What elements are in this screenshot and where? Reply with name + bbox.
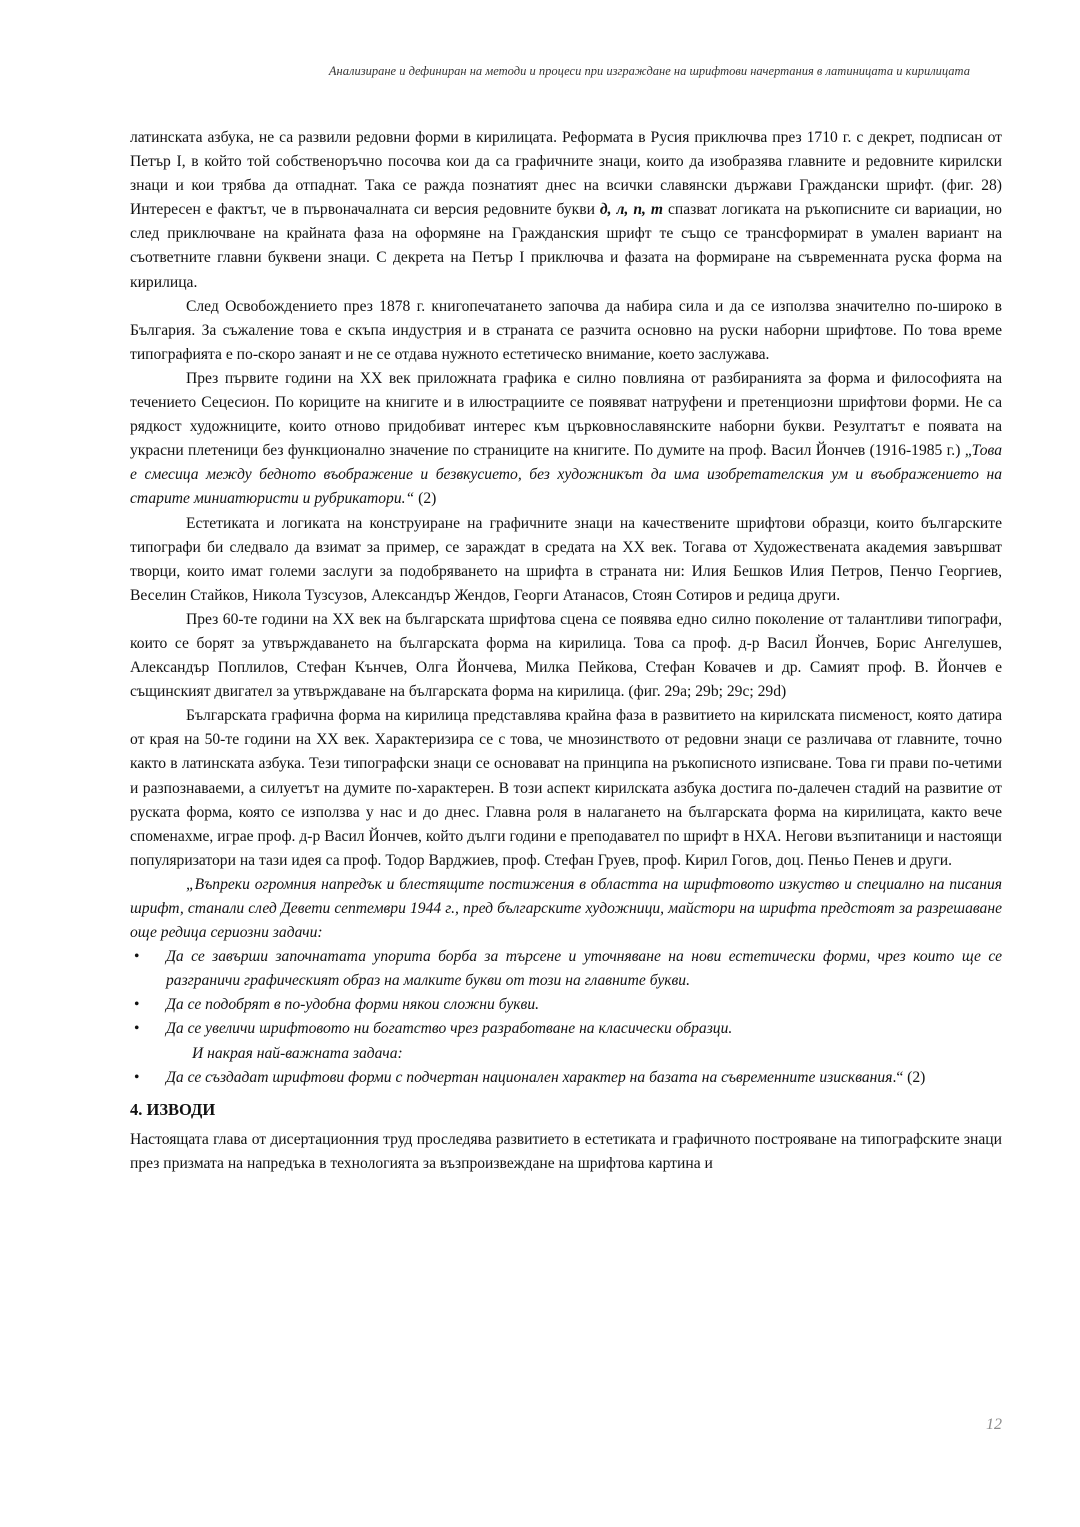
cyrillic-letters: д, л, п, т (599, 201, 664, 219)
running-header: Анализиране и дефиниран на методи и процеси при изграждане на шрифтови начертания в латиницата и кирилицата (328, 64, 970, 78)
paragraph-2: След Освобождението през 1878 г. книгопечатането започва да набира сила и да се използва значително по-широко в България. За съжаление това е скъпа индустрия и в страната се разчита основно на руски наборни шрифтове. По това време типографията е по-скоро занаят и не се отдава нужното естетическо внимание, което заслужава. (130, 297, 1002, 363)
paragraph-1-text-b: спазват логиката на ръкописните си вариации, но след приключване на крайната фаза на оформяне на Гражданския шрифт те също се трансформират в умален вариант на съответните главни буквени знаци. С декрета на Петър I приключва и фазата на формиране на съвременната руска форма на кирилица. (130, 201, 1002, 291)
body-text (130, 126, 1002, 1176)
paragraph-4: Естетиката и логиката на конструиране на графичните знаци на качествените шрифтови образци, които българските типографи би следвало да взимат за пример, се зараждат в средата на XX век. Тогава от Художествената академия завършват творци, които имат големи заслуги за подобряването на шрифта в страната ни: Илия Бешков Илия Петров, Пенчо Георгиев, Веселин Стайков, Никола Тузсузов, Александър Жендов, Георги Атанасов, Стоян Сотиров и редица други. (130, 514, 1002, 604)
list-item: • Да се увеличи шрифтовото ни богатство чрез разработване на класически образци. (130, 1017, 1002, 1041)
paragraph-3-text-a: През първите години на XX век приложната графика е силно повлияна от разбиранията за форма и философията на течението Сецесион. По кориците на книгите и в илюстрациите се появяват натруфени и претенциозни шрифтови форми. Не са рядкост художниците, които отново придобиват интерес към църковнославянските наборни букви. Резултатът е появата на украсни плетеници без функционално значение по страниците на книгите. По думите на проф. Васил Йончев (1916-1985 г.) (130, 369, 1002, 460)
list-interlude: И накрая най-важната задача: (192, 1044, 403, 1062)
list-item: • Да се завърши започнатата упорита борба за търсене и уточняване на нови естетически форми, чрез които ще се разграничи графическият образ на малките букви от този на главните букви. (130, 945, 1002, 993)
paragraph-6: Българската графична форма на кирилица представлява крайна фаза в развитието на кирилската писменост, която датира от края на 50-те години на XX век. Характеризира се с това, че мнозинството от редовни знаци се различава от главните, точно както в латинската азбука. Тези типографски знаци се основават на принципа на ръкописното изписване. Това ги прави по-четими и разпознаваеми, а силуетът на думите по-характерен. В този аспект кирилската азбука достига по-далечен стадий на развитие от руската форма, която се използва у нас и до днес. Главна роля в налагането на българската форма на кирилицата, както вече споменахме, играе проф. д-р Васил Йончев, който дълги години е преподавател по шрифт в НХА. Негови възпитаници и настоящи популяризатори на тази идея са проф. Тодор Варджиев, проф. Стефан Груев, проф. Кирил Гогов, доц. Пеньо Пенев и други. (130, 707, 1002, 869)
list-item-text: Да се създадат шрифтови форми с подчертан национален характер на базата на съвременните изисквания (166, 1068, 893, 1086)
section-title: 4. ИЗВОДИ (130, 1099, 216, 1119)
citation-marker: .“ (2) (892, 1068, 926, 1086)
tasks-list (130, 945, 1002, 1041)
paragraph-1-text-a: латинската азбука, не са развили редовни форми в кирилицата. Реформата в Русия приключва през 1710 г. с декрет, подписан от Петър I, в който той собственоръчно посочва кои да са графичните знаци, които да изобразява главните и редовните кирилски знаци и кои трябва да отпаднат. Така се ражда познатият днес на всички славянски държави Граждански шрифт. (фиг. 28) Интересен е фактът, че в първоначалната си версия редовните букви (130, 129, 1002, 219)
list-item: • Да се подобрят в по-удобна форми някои сложни букви. (130, 993, 1002, 1017)
paragraph-1 (130, 126, 1002, 295)
citation-marker: (2) (414, 490, 437, 508)
quote-intro: „Въпреки огромния напредък и блестящите постижения в областта на шрифтовото изкуство и специално на писания шрифт, станали след Девети септември 1944 г., пред българските художници, майстори на шрифта предстоят за разрешаване още редица сериозни задачи: (130, 875, 1002, 942)
page-number: 12 (986, 1416, 1002, 1433)
paragraph-5: През 60-те години на XX век на българската шрифтова сцена се появява едно силно поколение от талантливи типографи, които се борят за утвърждаването на българската форма на кирилица. Това са проф. д-р Васил Йончев, Борис Ангелушев, Александър Поплилов, Стефан Кънчев, Олга Йончева, Милка Пейкова, Стефан Ковачев и др. Самият проф. В. Йончев е същинският двигател за утвърждаване на българската форма на кирилица. (фиг. 29а; 29b; 29c; 29d) (130, 610, 1002, 701)
list-item (130, 1066, 1002, 1090)
paragraph-3 (130, 367, 1002, 512)
tasks-list-final (130, 1066, 1002, 1090)
quote-yonchev: „Това е смесица между бедното въображение и безвкусието, без художникът да има изобретателския ум и въображението на старите миниатюристи и рубрикатори.“ (130, 442, 1002, 508)
paragraph-7: Настоящата глава от дисертационния труд проследява развитието в естетиката и графичното построяване на типографските знаци през призмата на напредъка в технологията за възпроизвеждане на шрифтова картина и (130, 1130, 1002, 1172)
